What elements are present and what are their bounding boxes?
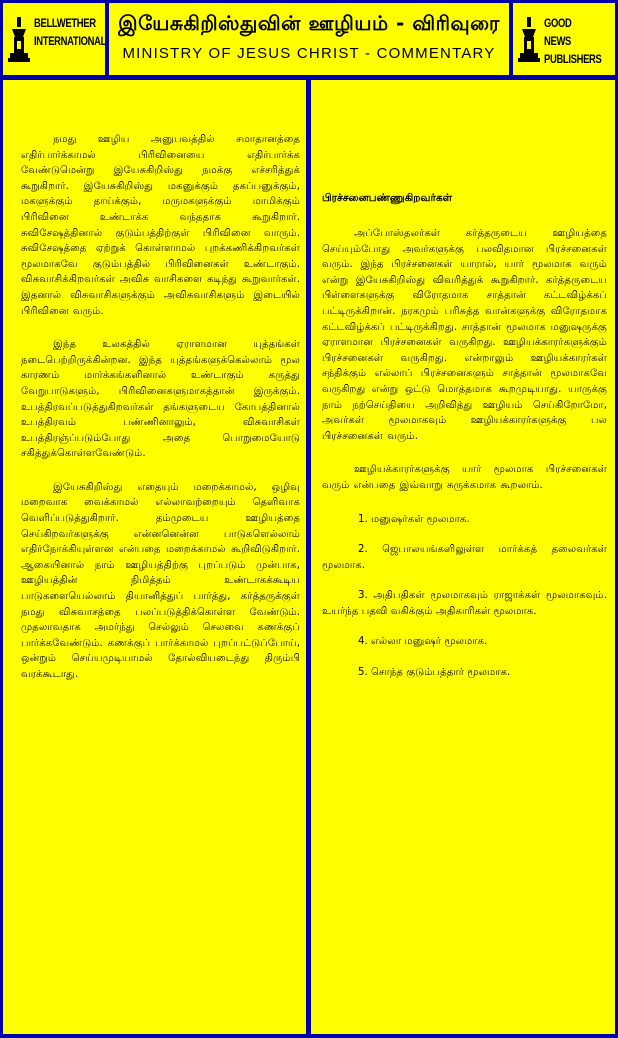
right-column [311, 80, 615, 1034]
list-item-2: 2. ஜெபாலயங்களிலுள்ள மார்க்கத் தலைவர்கள் மூலமாக. [322, 544, 607, 571]
good-news-logo-box [513, 3, 615, 75]
list-item-4: 4. எல்லா மனுஷர் மூலமாக. [358, 636, 488, 648]
left-paragraph-1: நமது ஊழிய அனுபவத்தில் சமாதானத்தை எதிர்பார்க்காமல் பிரிவினையை எதிர்பார்க்க வேண்டுமென்று இயேசுகிறிஸ்து நமக்கு எச்சரித்துக் கூறுகிறார். இயேசுகிறிஸ்து மகனுக்கும் தகப்பனுக்கும், மகளுக்கும் தாய்க்கும், மருமகளுக்கும் மாமிக்கும் பிரிவினை உண்டாக்க வந்ததாக கூறுகிறார். சுவிசேஷத்தினால் குடும்பத்திற்குள் பிரிவினை வாரும். சுவிசேஷத்தை ஏற்றுக் கொள்ளாமல் புறக்கணிக்கிறவர்கள் மூலமாகவே குடும்பத்தில் பிரிவினைகள் உண்டாகும். விசுவாசிக்கிறவர்கள் அவிசு வாசிகளை கடிந்து கூறுவார்கள். இதனால் விசுவாசிகளுக்கும் அவிசுவாசிகளும் இடையில் பிரிவினை வரும். [21, 134, 300, 317]
list-item-1: 1. மனுஷர்கள் மூலமாக. [358, 513, 470, 525]
bell-tower-icon [8, 15, 30, 63]
good-news-logo-line1: GOOD NEWS [544, 18, 572, 48]
section-heading: பிரச்சனைபண்ணுகிறவர்கள் [322, 192, 453, 204]
left-paragraph-3: இயேசுகிறிஸ்து எதையும் மறைக்காமல், ஒழிவு மறைவாக வைக்காமல் எல்லாவற்றையும் தெளிவாக வெளிப்படுத்துகிறார். தம்முடைய ஊழியத்தை செய்கிறவர்களுக்கு என்னனென்ன பாடுகளெல்லாம் எதிர்நோக்கியுள்ளன என்பதை மறைக்காமல் கூறிவிடுகிறார். ஆகையினால் நாம் ஊழியத்திற்கு புறப்படும் முன்பாக, ஊழியத்தின் நிமித்தம் உண்டாகக்கூடிய பாடுகளையெல்லாம் தியானித்துப் பார்த்து, கர்த்தருக்குள் நமது விசுவாசத்தை பலப்படுத்திக்கொள்ள வேண்டும். முதலாவதாக அமர்ந்து செல்லும் செலவை கணக்குப் பார்க்கவேண்டும். கணக்குப் பார்க்காமல் புறப்பட்டுப்போய், ஒன்றும் செய்யமுடியாமல் தோல்வியடைந்து திரும்பி வரக்கூடாது. [21, 481, 300, 680]
title-english: MINISTRY OF JESUS CHRIST - COMMENTARY [122, 45, 496, 62]
left-paragraph-2: இந்த உலகத்தில் ஏராளமான யுத்தங்கள் நடைபெற்றிருக்கின்றன. இந்த யுத்தங்களுக்கெல்லாம் மூல காரணம் மார்க்கங்களினால் உண்டாகும் கருத்து வேறுபாடுகளும், பிரிவினைகளுமாகத்தான் இருக்கும். உபத்திரவப்படுத்துகிறவர்கள் தங்களுடைய கோபத்தினால் உபத்திரவம் பண்ணினாலும், விசுவாசிகள் உபத்திரஞ்ப்படும்போது அதை பொறுமையோடு சகித்துக்கொள்ளவேண்டும். [21, 339, 300, 460]
good-news-logo-line2: PUBLISHERS [544, 54, 602, 66]
bellwether-logo-box [3, 3, 105, 75]
bellwether-logo-line2: INTERNATIONAL [34, 36, 107, 48]
left-column [3, 80, 306, 1034]
list-item-5: 5. சொந்த குடும்பத்தார் மூலமாக. [358, 667, 511, 679]
title-box [109, 3, 509, 75]
list-item-3: 3. அதிபதிகள் மூலமாகவும் ராஜாக்கள் மூலமாகவும். உயர்ந்த பதவி வகிக்கும் அதிகாரிகள் மூலமாக. [322, 590, 607, 617]
bell-tower-icon [518, 15, 540, 63]
right-paragraph-1: அப்போஸ்தலர்கள் கர்த்தருடைய ஊழியத்தை செய்யும்போது அவர்களுக்கு பலவிதமான பிரச்சனைகள் வரும். இந்த பிரச்சனைகள் யாரால், யார் மூலமாக வரும் என்று இயேசுகிறிஸ்து விவரித்துக் கூறுகிறார். கர்த்தருடைய பிள்ளைகளுக்கு விரோதமாக சாத்தான் கட்டவிழ்க்கப் பட்டிருக்கிறான். நரகமும் பரிசுத்த வான்களுக்கு விரோதமாக கட்டவிழ்க்கப் பட்டிருக்கிறது. சாத்தான் மூலமாக மனுஷருக்கு ஏராளமான பிரச்சனைகள் வருகிறது. ஊழியக்காரர்களுக்கும் பிரச்சனைகள் வருகிறது. என்றாலும் ஊழியக்காரர்கள் சந்திக்கும் எல்லாப் பிரச்சனைகளும் சாத்தான் மூலமாகவே வருகிறது என்று ஒட்டு மொத்தமாக கூறமுடியாது. யாருக்கு நாம் நற்செய்தியை அறிவித்து ஊழியம் செய்கிறோமோ, அவர்கள் மூலமாகவும் ஊழியக்காரர்களுக்கு பல பிரச்சனைகள் வரும். [322, 228, 607, 442]
title-tamil: இயேசுகிறிஸ்துவின் ஊழியம் - விரிவுரை [118, 11, 500, 35]
right-paragraph-2: ஊழியக்காரர்களுக்கு யார் மூலமாக பிரச்சனைகள் வரும் என்பதை இவ்வாறு சுருக்கமாக கூறலாம். [322, 464, 607, 491]
bellwether-logo-line1: BELLWETHER [34, 18, 96, 30]
bellwether-logo [8, 11, 107, 67]
good-news-logo [518, 11, 610, 67]
